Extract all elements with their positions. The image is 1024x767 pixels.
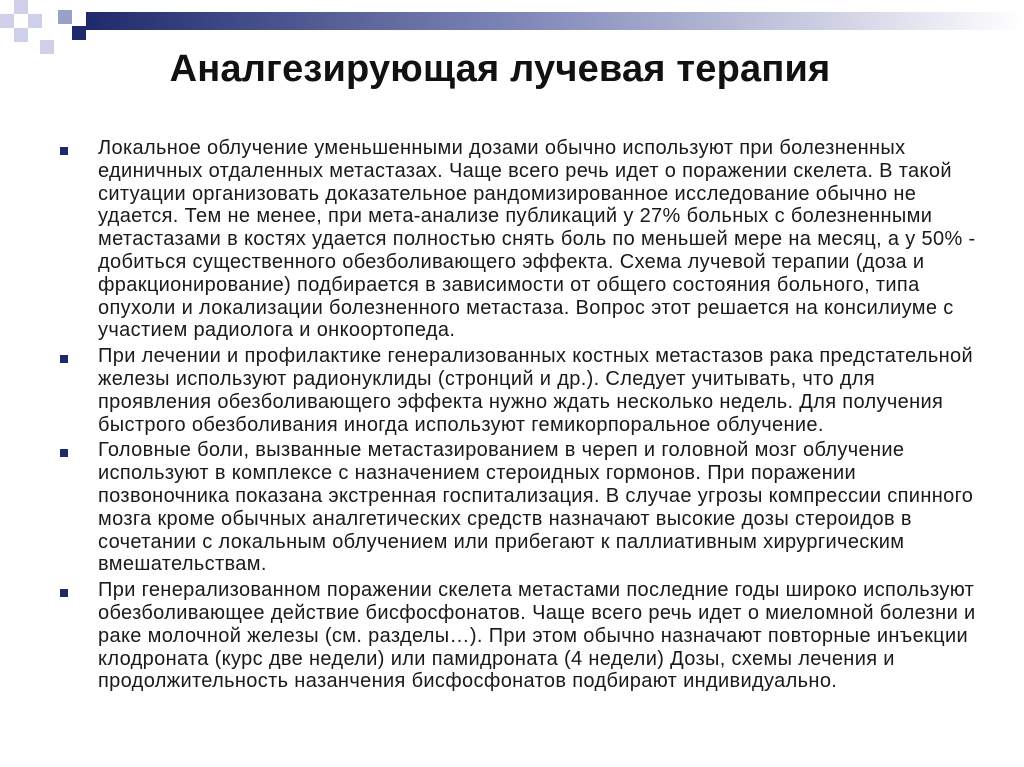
decor-square [28, 14, 42, 28]
list-item [58, 439, 978, 576]
bullet-text: Головные боли, вызванные метастазированием в череп и головной мозг облучение используют в комплексе с назначением стероидных гормонов. При поражении позвоночника показана экстренная госпитализация. В случае угрозы компрессии спинного мозга кроме обычных аналгетических средств назначают высокие дозы стероидов в сочетании с локальным облучением или прибегают к паллиативным хирургическим вмешательствам. [98, 439, 974, 576]
bullet-list [58, 137, 978, 696]
decor-square [58, 10, 72, 24]
decor-square [72, 26, 86, 40]
list-item [58, 137, 978, 342]
bullet-text: Локальное облучение уменьшенными дозами обычно используют при болезненных единичных отдаленных метастазах. Чаще всего речь идет о поражении скелета. В такой ситуации организовать доказательное рандомизированное исследование обычно не удается. Тем не менее, при мета-анализе публикаций у 27% больных с болезненными метастазами в костях удается полностью снять боль по меньшей мере на месяц, а у 50% - добиться существенного обезболивающего эффекта. Схема лучевой терапии (доза и фракционирование) подбирается в зависимости от общего состояния больного, типа опухоли и локализации болезненного метастаза. Вопрос этот решается на консилиуме с участием радиолога и онкоортопеда. [98, 137, 976, 342]
square-bullet-icon [60, 355, 68, 363]
bullet-text: При лечении и профилактике генерализованных костных метастазов рака предстательной железы используют радионуклиды (стронций и др.). Следует учитывать, что для проявления обезболивающего эффекта нужно ждать несколько недель. Для получения быстрого обезболивания иногда используют гемикорпоральное облучение. [98, 345, 974, 436]
decor-square [0, 14, 14, 28]
square-bullet-icon [60, 589, 68, 597]
list-item [58, 345, 978, 436]
header-gradient-bar [86, 12, 1024, 30]
bullet-text: При генерализованном поражении скелета метастами последние годы широко используют обезболивающее действие бисфосфонатов. Чаще всего речь идет о миеломной болезни и раке молочной железы (см. разделы…). При этом обычно назначают повторные инъекции клодроната (курс две недели) или памидроната (4 недели) Дозы, схемы лечения и продолжительность назанчения бисфосфонатов подбирают индивидуально. [98, 579, 976, 693]
square-bullet-icon [60, 147, 68, 155]
slide-title: Аналгезирующая лучевая терапия [169, 48, 831, 90]
decor-square [14, 0, 28, 14]
list-item [58, 579, 978, 693]
decor-square [14, 28, 28, 42]
square-bullet-icon [60, 449, 68, 457]
